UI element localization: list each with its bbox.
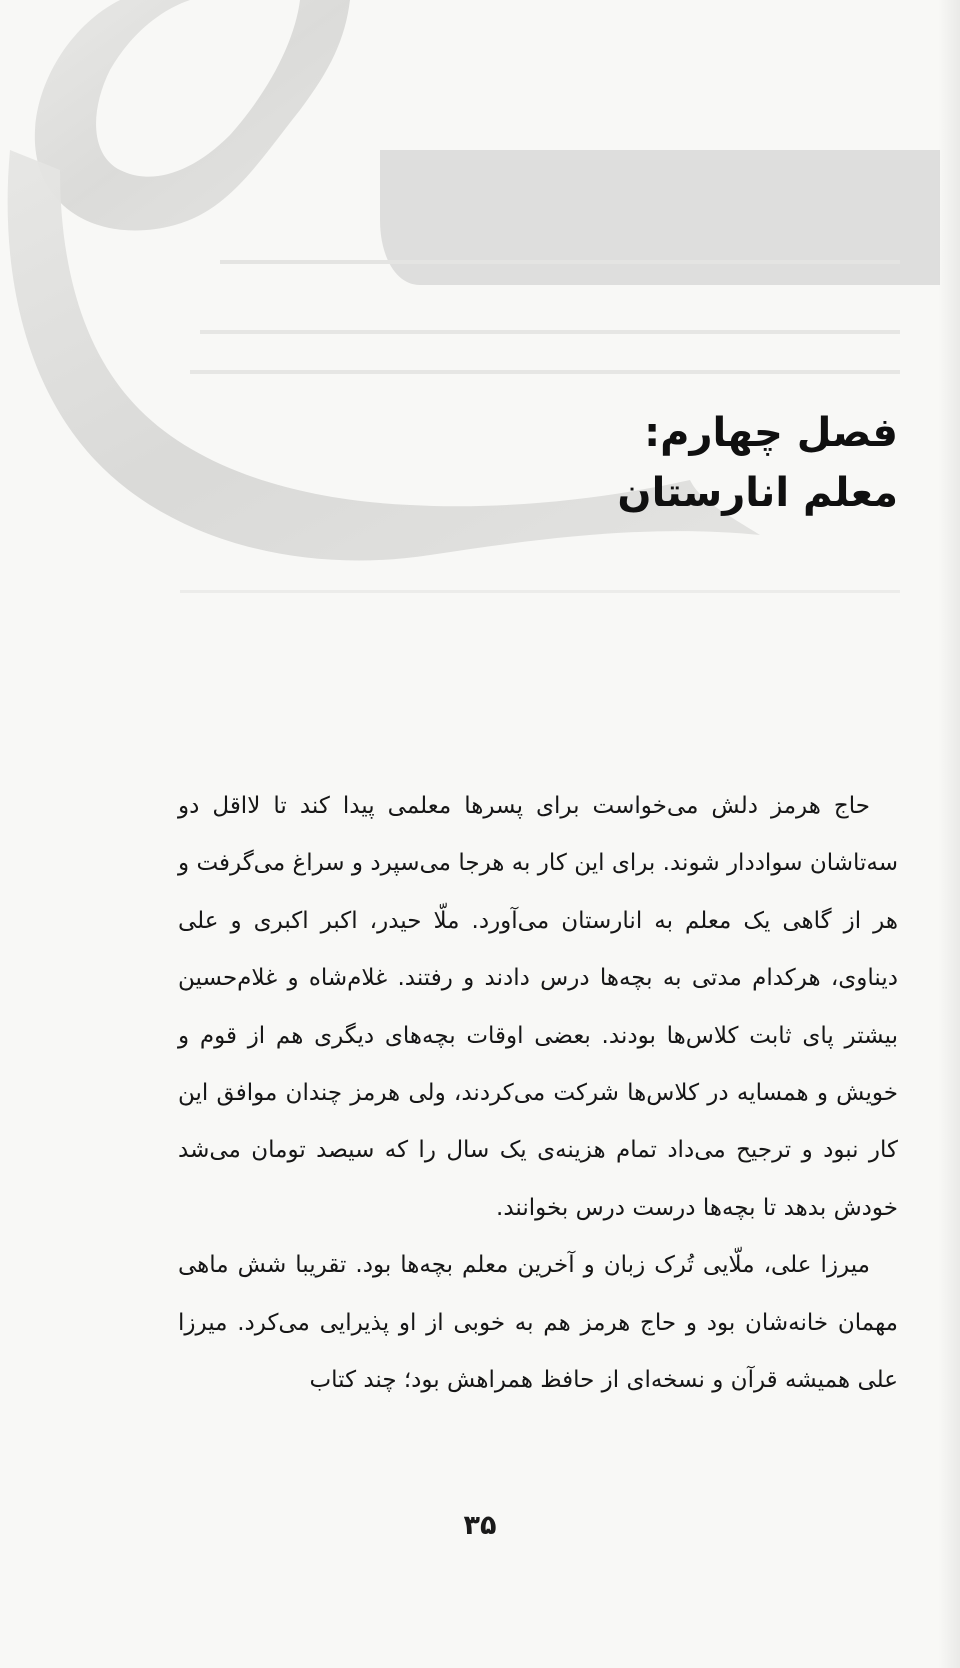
page-number: ۳۵ — [463, 1510, 497, 1541]
chapter-title: معلم انارستان — [617, 470, 898, 516]
paragraph: حاج هرمز دلش می‌خواست برای پسرها معلمی پیدا کند تا لااقل دو سه‌تاشان سواددار شوند. برای این کار به هرجا می‌سپرد و سراغ می‌گرفت و هر از گاهی یک معلم به انارستان می‌آورد. ملّا حیدر، اکبر اکبری و علی دیناوی، هرکدام مدتی به بچه‌ها درس دادند و رفتند. غلام‌شاه و غلام‌حسین بیشتر پای ثابت کلاس‌ها بودند. بعضی اوقات بچه‌های دیگری هم از قوم و خویش و همسایه در کلاس‌ها شرکت می‌کردند، ولی هرمز چندان موافق این کار نبود و ترجیح می‌داد تمام هزینه‌ی یک سال را که سیصد تومان می‌شد خودش بدهد تا بچه‌ها درست درس بخوانند. — [178, 793, 898, 1221]
body-text — [178, 778, 898, 1409]
chapter-label: فصل چهارم: — [644, 410, 898, 456]
page-edge-shadow — [938, 0, 960, 1668]
decorative-calligraphy-watermark — [0, 0, 960, 640]
paragraph: میرزا علی، ملّایی تُرک زبان و آخرین معلم بچه‌ها بود. تقریبا شش ماهی مهمان خانه‌شان بود و حاج هرمز هم به خوبی از او پذیرایی می‌کرد. میرزا علی همیشه قرآن و نسخه‌ای از حافظ همراهش بود؛ چند کتاب — [178, 1252, 898, 1394]
